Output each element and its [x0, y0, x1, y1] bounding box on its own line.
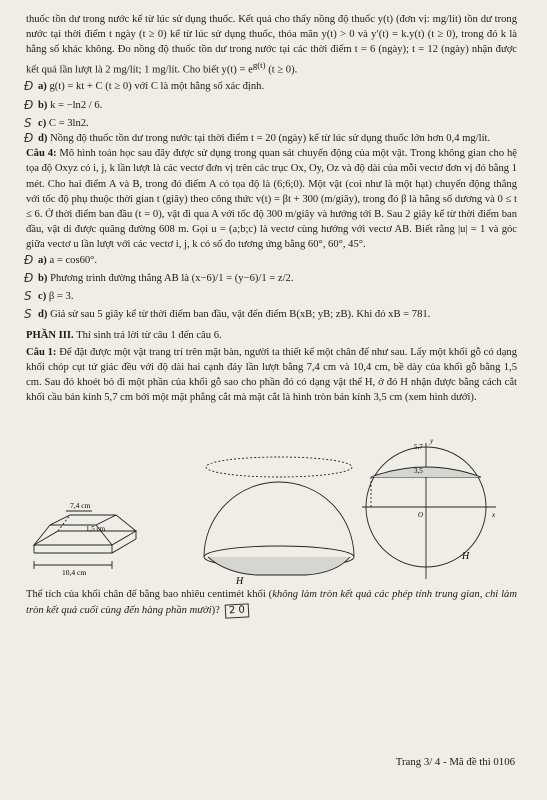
check-mark: Đ	[24, 79, 34, 94]
y-top-label: 5,7	[414, 443, 423, 452]
page-footer: Trang 3/ 4 - Mã đề thi 0106	[395, 756, 515, 768]
check-mark: Đ	[24, 97, 34, 112]
q3-items	[26, 79, 517, 146]
check-mark: S	[24, 307, 32, 322]
q4-item-a: Đ a) a = cos60°.	[24, 252, 98, 267]
origin-label: O	[418, 511, 424, 520]
intro-tail: (t ≥ 0).	[265, 64, 298, 76]
q3-item-b: Đ b) k = −ln2 / 6.	[24, 97, 103, 112]
frustum-figure	[34, 511, 136, 569]
intro-text: thuốc tồn dư trong nước kể từ lúc sử dụng thuốc. Kết quả cho thấy nồng độ thuốc y(t) (đơn vị: mg/lít) tồn dư trong nước tại thời điểm t ngày (t ≥ 0) kể từ lúc sử dụng thuốc, thỏa mãn y(t) > 0 và y′(t) = k.y(t) (t ≥ 0), trong đó k là hằng số khác không. Đo nồng độ thuốc tồn dư trong nước tại các thời điểm t = 6 (ngày); t = 12 (ngày) nhận được kết quả lần lượt là 2 mg/lít; 1 mg/lít. Cho biết y(t) = e	[26, 14, 517, 76]
q3-item-a: Đ a) g(t) = kt + C (t ≥ 0) với C là một hằng số xác định.	[24, 79, 265, 94]
q1-title: Câu 1:	[26, 346, 57, 358]
q4-item-b: Đ b) Phương trình đường thẳng AB là (x−6)/1 = (y−6)/1 = z/2.	[24, 270, 294, 285]
check-mark: Đ	[24, 252, 34, 267]
part3-heading: PHẦN III. Thí sinh trả lời từ câu 1 đến câu 6.	[26, 330, 222, 342]
top-edge-label: 7,4 cm	[70, 501, 91, 511]
check-mark: S	[24, 288, 32, 303]
q4-item-d: S d) Giả sử sau 5 giây kể từ thời điểm ban đầu, vật đến điểm B(xB; yB; zB). Khi đó xB = 781.	[24, 307, 431, 322]
x-axis-label: x	[492, 511, 496, 520]
q4-items	[26, 253, 517, 323]
q1-question: Thể tích của khối chân đế bằng bao nhiêu centimét khối (không làm tròn kết quả các phép tính trung gian, chỉ làm tròn kết quả cuối cùng đến hàng phần mười)? 2 0	[26, 587, 517, 617]
y-axis-label: y	[430, 437, 434, 446]
q3-item-c: S c) C = 3ln2.	[24, 115, 89, 130]
q4-text: Mô hình toán học sau đây được sử dụng trong quan sát chuyển động của một vật. Trong không gian cho hệ tọa độ Oxyz có i, j, k lần lượt là các vectơ đơn vị trên các trục Ox, Oy, Oz và độ dài của mỗi vectơ đơn vị đó bằng 1 mét. Cho hai điểm A và B, trong đó điểm A có tọa độ là (6;6;0). Một vật (coi như là một hạt) chuyển động thẳng với tốc độ phụ thuộc thời gian t (giây) theo công thức v(t) = βt + 300 (m/giây), trong đó β là hằng số dương và 0 ≤ t ≤ 6. Ở thời điểm ban đầu (t = 0), vật đi qua A với tốc độ 300 m/giây và hướng tới B. Sau 2 giây kể từ thời điểm ban đầu, vật di được quãng đường 608 m. Gọi u = (a;b;c) là vectơ cùng hướng với vectơ AB. Biết rằng |u| = 1 và góc giữa vectơ u lần lượt với các vectơ i, j, k có số đo tương ứng bằng 60°, 60°, 45°.	[26, 148, 518, 251]
circle-axis-figure	[362, 443, 496, 579]
intro-sup: g(t)	[252, 59, 266, 70]
q1-paragraph	[26, 345, 517, 406]
h-label-2: H	[462, 551, 470, 563]
q1-text: Để đặt được một vật trang trí trên mặt bàn, người ta thiết kế một chân đế như sau. Lấy một khối gỗ có dạng khối chóp cụt tứ giác đều với độ dài hai cạnh đáy lần lượt bằng 7,4 cm và 10,4 cm, bề dày của khối gỗ bằng 1,5 cm. Sau đó khoét bỏ đi một phần của khối gỗ sao cho phần đó có dạng vật thể H, ở đó H nhận được bằng cách cắt khối cầu bán kính 5,7 cm bởi một mặt phẳng cắt mà mặt cắt là hình tròn bán kính 3,5 cm (xem hình dưới).	[26, 346, 517, 404]
bottom-edge-label: 10,4 cm	[62, 568, 87, 578]
q4-title: Câu 4:	[26, 148, 57, 160]
check-mark: Đ	[24, 270, 34, 285]
y-mid-label: 3,5	[414, 467, 423, 476]
q3-item-d: Đ d) Nồng độ thuốc tồn dư trong nước tại thời điểm t = 20 (ngày) kể từ lúc sử dụng thuốc lớn hơn 0,4 mg/lít.	[24, 130, 491, 145]
q1-figure-svg	[26, 407, 517, 587]
intro-paragraph	[26, 12, 517, 77]
handwritten-answer: 2 0	[224, 603, 249, 618]
q1-figures	[26, 407, 517, 587]
q4-paragraph	[26, 146, 517, 252]
h-label: H	[236, 576, 244, 588]
sphere-cap-figure	[204, 457, 354, 575]
check-mark: S	[24, 115, 32, 130]
thickness-label: 1,5 cm	[86, 525, 106, 534]
q4-item-c: S c) β = 3.	[24, 288, 74, 303]
check-mark: Đ	[24, 130, 34, 145]
